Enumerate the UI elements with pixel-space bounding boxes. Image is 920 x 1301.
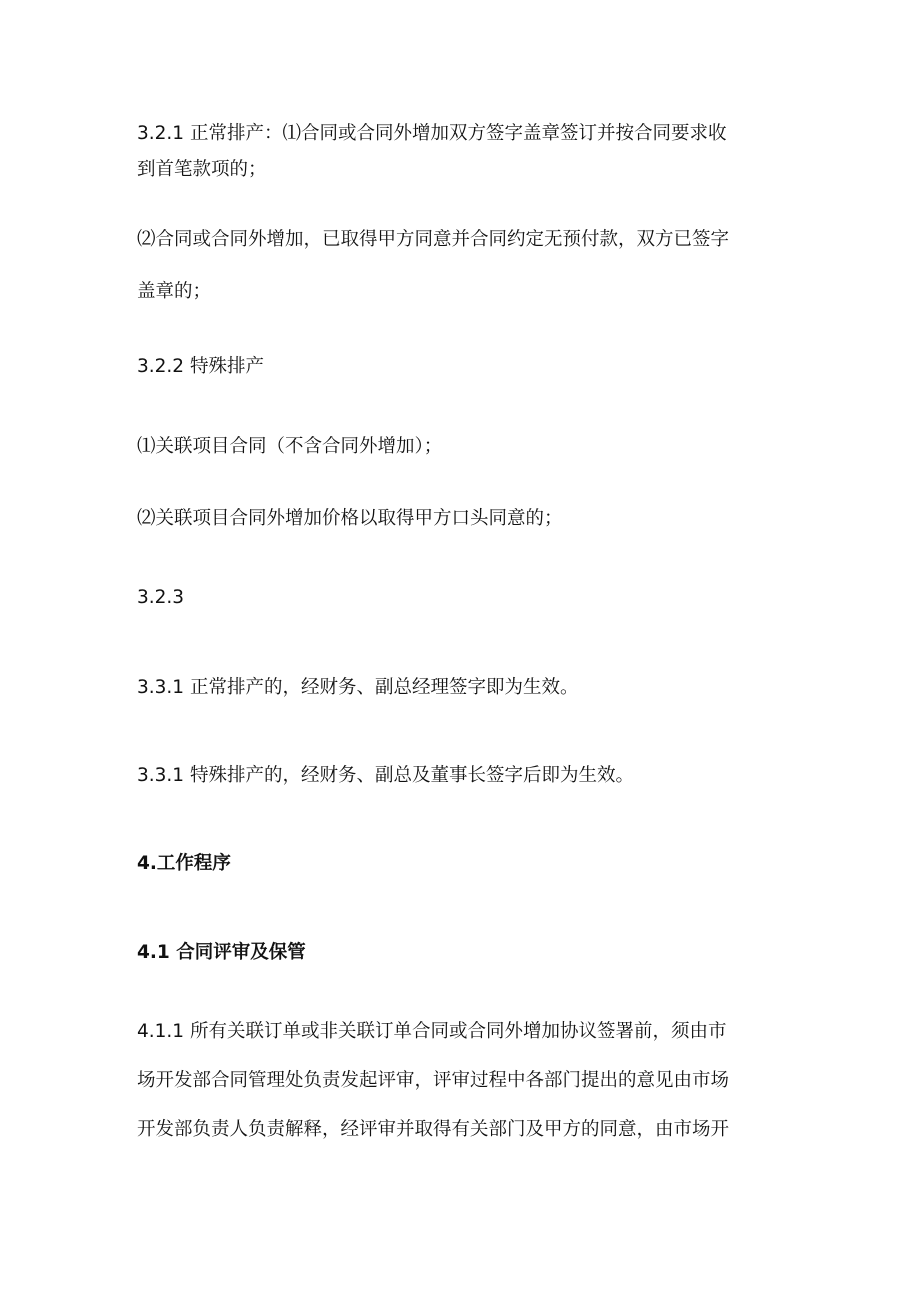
section-4-1-heading: 4.1 合同评审及保管 <box>137 942 306 963</box>
clause-3-2-2-heading: 3.2.2 特殊排产 <box>137 356 264 377</box>
clause-3-2-1-item-2-line-1: ⑵合同或合同外增加，已取得甲方同意并合同约定无预付款，双方已签字 <box>137 229 730 250</box>
clause-4-1-1-line-1: 4.1.1 所有关联订单或非关联订单合同或合同外增加协议签署前，须由市 <box>137 1021 727 1042</box>
clause-4-1-1-line-3: 开发部负责人负责解释，经评审并取得有关部门及甲方的同意，由市场开 <box>137 1119 730 1140</box>
section-4-heading: 4.工作程序 <box>137 853 231 874</box>
clause-3-2-1-item-2-line-2: 盖章的； <box>137 281 212 302</box>
clause-3-2-2-item-2: ⑵关联项目合同外增加价格以取得甲方口头同意的； <box>137 508 563 529</box>
clause-3-2-2-item-1: ⑴关联项目合同（不含合同外增加）； <box>137 436 443 457</box>
clause-3-3-1-normal: 3.3.1 正常排产的，经财务、副总经理签字即为生效。 <box>137 677 579 698</box>
clause-3-2-1-line-1: 3.2.1 正常排产：⑴合同或合同外增加双方签字盖章签订并按合同要求收 <box>137 123 727 144</box>
clause-3-3-1-special: 3.3.1 特殊排产的，经财务、副总及董事长签字后即为生效。 <box>137 765 634 786</box>
clause-3-2-3-heading: 3.2.3 <box>137 587 185 608</box>
clause-3-2-1-line-2: 到首笔款项的； <box>137 159 267 180</box>
clause-4-1-1-line-2: 场开发部合同管理处负责发起评审，评审过程中各部门提出的意见由市场 <box>137 1070 730 1091</box>
